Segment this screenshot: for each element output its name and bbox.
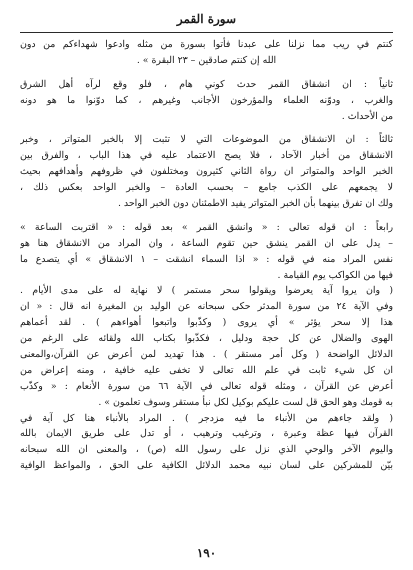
text-line: الهوى والضلال عن كل حجة ودليل ، فكذّبوا بكتاب الله ولقائه على الرغم من	[20, 333, 393, 345]
text-line: نفس المراد منه في قوله : « اذا السماء انشقت – ١ الانشقاق » أي يتصدع ما	[20, 253, 393, 265]
text-line: ( وان يروا آية يعرضوا ويقولوا سحر مستمر ) لا نهاية له على مدى الأيام .	[20, 285, 393, 297]
text-line: – يدل على ان القمر ينشق حين تقوم الساعة ، وان المراد من الانشقاق هنا هو	[20, 237, 393, 249]
text-line: من الأحداث .	[341, 110, 393, 122]
text-line: كنتم في ريب مما نزلنا على عبدنا فأتوا بسورة من مثله وادعوا شهداءكم من دون	[20, 39, 393, 50]
text-line: ( ولقد جاءهم من الأنباء ما فيه مزدجر ) . المراد بالأنباء هنا كل آية في	[20, 412, 393, 424]
text-line: به قومك وهو الحق قل لست عليكم بوكيل لكل نبأ مستقر وسوف تعلمون » .	[98, 396, 393, 408]
text-line: رابعاً : ان قوله تعالى : « وانشق القمر » بعد قوله : « اقتربت الساعة »	[20, 221, 393, 233]
text-line: هذا إلا سحر يؤثر » أي يروى ( وكذّبوا واتبعوا أهواءهم ) . لقد أعماهم	[20, 317, 393, 329]
page-number: ١٩٠	[196, 546, 217, 560]
text-line: وفي الآية ٢٤ من سورة المدثر حكى سبحانه عن الوليد بن المغيرة انه قال : « ان	[20, 301, 393, 313]
paragraph	[20, 37, 393, 69]
page-body	[20, 37, 393, 474]
text-line: القرآن فيها عظة وعبرة ، وترغيب وترهيب ، أو تدل على طريق الايمان بالله	[20, 428, 393, 440]
paragraph	[20, 220, 393, 284]
paragraph	[20, 77, 393, 125]
paragraph	[20, 132, 393, 211]
text-line: ثالثاً : ان الانشقاق من الموضوعات التي لا تثبت إلا بالخبر المتواتر ، وخبر	[20, 134, 393, 146]
paragraph	[20, 411, 393, 475]
text-line: والغرب ، ودوّنه العلماء والمؤرخون الأجانب وغيرهم ، كما دوّنوا ما هو دونه	[20, 94, 393, 106]
text-line: ولك ان تفرق بينهما بأن الخبر المتواتر يفيد الاطمئنان دون الخبر الواحد .	[117, 198, 393, 210]
text-line: الانشقاق من أخبار الآحاد ، فلا يصح الاعتماد عليه في هذا الباب ، والفرق بين	[20, 150, 393, 162]
text-line: ان كل شيء ثابت في علم الله تعالى لا تخفى عليه خافية ، ومنه إعراض من	[20, 364, 393, 376]
text-line: واليوم الآخر والوحي الذي نزل على رسول الله (ص) ، والمعنى ان الله سبحانه	[20, 444, 393, 456]
header-rule	[20, 32, 393, 33]
running-head: سورة القمر	[176, 12, 237, 26]
text-line: فيها من الكواكب يوم القيامة .	[277, 269, 393, 281]
text-line: ثانياً : ان انشقاق القمر حدث كوني هام ، فلو وقع لرآه أهل الشرق	[20, 78, 393, 90]
text-line: أعرض عن القرآن ، ومثله قوله تعالى في الآية ٦٦ من سورة الأنعام : « وكذّب	[20, 380, 393, 392]
text-line: الخبر الواحد والمتواتر ان رواة الثاني كثيرون ومختلفون في ظروفهم وأهدافهم بحيث	[20, 166, 393, 178]
text-line: بيّن للمشركين على لسان نبيه محمد الدلائل الكافية على الحق ، والمواعظ الوافية	[20, 460, 393, 472]
text-line: لا يجمعهم على الكذب جامع – بحسب العادة – والخبر الواحد بعكس ذلك ،	[20, 182, 393, 194]
text-line: الله إن كنتم صادقين – ٢٣ البقرة » .	[136, 54, 277, 66]
paragraph	[20, 283, 393, 410]
text-line: الدلائل الواضحة ( وكل أمر مستقر ) . هذا تهديد لمن أعرض عن القرآن،والمعنى	[20, 349, 393, 361]
